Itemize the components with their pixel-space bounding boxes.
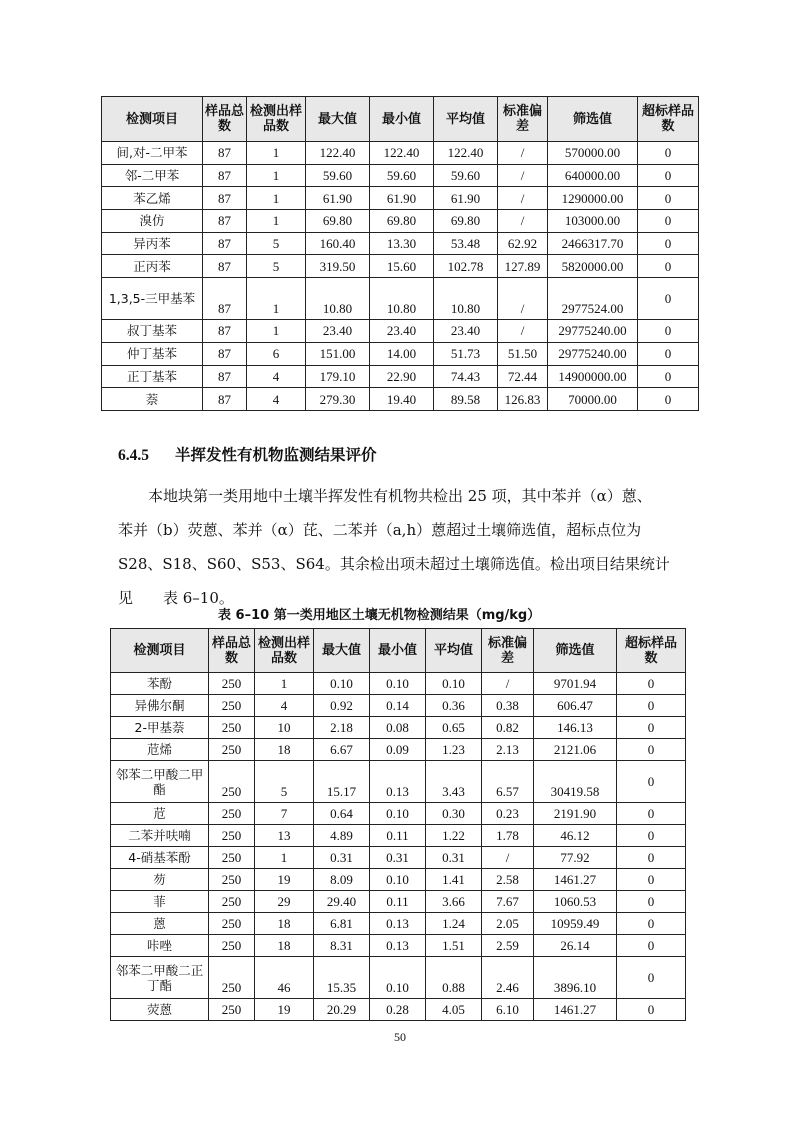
value-cell: 2.05	[482, 913, 534, 935]
value-cell: 0	[617, 717, 686, 739]
value-cell: 0.65	[426, 717, 482, 739]
value-cell: 13.30	[370, 232, 434, 255]
value-cell: 14900000.00	[548, 365, 638, 388]
value-cell: 59.60	[370, 164, 434, 187]
value-cell: 3.66	[426, 891, 482, 913]
value-cell: 2.59	[482, 935, 534, 957]
table-row	[111, 695, 686, 717]
value-cell: 0	[617, 803, 686, 825]
value-cell: 0.14	[370, 695, 426, 717]
value-cell: /	[498, 187, 548, 210]
value-cell: 0.28	[370, 999, 426, 1021]
value-cell: 0.38	[482, 695, 534, 717]
header-exceed: 超标样品数	[617, 629, 686, 673]
value-cell: 179.10	[306, 365, 370, 388]
header-max: 最大值	[314, 629, 370, 673]
value-cell: 0	[617, 891, 686, 913]
paragraph-line: 本地块第一类用地中土壤半挥发性有机物共检出 25 项，其中苯并（α）蒽、	[148, 487, 652, 505]
value-cell: 10.80	[434, 278, 498, 320]
value-cell: 1	[255, 673, 314, 695]
table-row	[111, 869, 686, 891]
page-number: 50	[394, 1030, 406, 1044]
value-cell: 606.47	[534, 695, 617, 717]
header-exceed: 超标样品数	[638, 97, 699, 142]
value-cell: 0.36	[426, 695, 482, 717]
value-cell: 0	[638, 164, 699, 187]
value-cell: 53.48	[434, 232, 498, 255]
value-cell: 61.90	[434, 187, 498, 210]
value-cell: 19	[255, 869, 314, 891]
header-detected: 检测出样品数	[247, 97, 306, 142]
value-cell: 5	[255, 761, 314, 803]
header-total: 样品总数	[209, 629, 255, 673]
table-row	[111, 803, 686, 825]
value-cell: 0	[617, 957, 686, 999]
value-cell: 87	[203, 232, 247, 255]
value-cell: 6.81	[314, 913, 370, 935]
value-cell: 0	[638, 255, 699, 278]
value-cell: 14.00	[370, 342, 434, 365]
value-cell: 0	[638, 342, 699, 365]
value-cell: 250	[209, 935, 255, 957]
value-cell: 0.10	[314, 673, 370, 695]
item-name-cell: 溴仿	[102, 210, 203, 233]
item-name-cell: 咔唑	[111, 935, 209, 957]
value-cell: 1	[247, 278, 306, 320]
value-cell: 2.18	[314, 717, 370, 739]
item-name-cell: 2-甲基萘	[111, 717, 209, 739]
value-cell: 29	[255, 891, 314, 913]
item-name-cell: 芴	[111, 869, 209, 891]
table-row	[111, 761, 686, 803]
value-cell: /	[482, 847, 534, 869]
value-cell: 0.11	[370, 891, 426, 913]
table-row	[102, 342, 699, 365]
value-cell: 22.90	[370, 365, 434, 388]
value-cell: 0	[617, 869, 686, 891]
table-row	[102, 255, 699, 278]
table-row	[111, 847, 686, 869]
value-cell: 15.60	[370, 255, 434, 278]
item-name-cell: 萘	[102, 388, 203, 411]
item-name-cell: 苯酚	[111, 673, 209, 695]
table-caption: 表 6–10 第一类用地区土壤无机物检测结果（mg/kg）	[218, 608, 541, 623]
section-heading	[118, 443, 377, 465]
value-cell: 5	[247, 232, 306, 255]
header-stddev: 标准偏差	[498, 97, 548, 142]
value-cell: 51.73	[434, 342, 498, 365]
value-cell: 1461.27	[534, 869, 617, 891]
value-cell: 5	[247, 255, 306, 278]
value-cell: 70000.00	[548, 388, 638, 411]
paragraph-line: 苯并（b）荧蒽、苯并（α）芘、二苯并（a,h）蒽超过土壤筛选值，超标点位为	[118, 521, 642, 539]
table-row	[102, 365, 699, 388]
value-cell: 59.60	[434, 164, 498, 187]
value-cell: 0	[617, 673, 686, 695]
item-name-cell: 异丙苯	[102, 232, 203, 255]
value-cell: 2121.06	[534, 739, 617, 761]
table-row	[111, 935, 686, 957]
table-row	[102, 142, 699, 165]
value-cell: 1	[247, 142, 306, 165]
value-cell: 0	[617, 695, 686, 717]
value-cell: 46	[255, 957, 314, 999]
value-cell: 1290000.00	[548, 187, 638, 210]
value-cell: 61.90	[370, 187, 434, 210]
value-cell: 279.30	[306, 388, 370, 411]
value-cell: 1	[247, 320, 306, 343]
item-name-cell: 荧蒽	[111, 999, 209, 1021]
value-cell: 69.80	[370, 210, 434, 233]
value-cell: 250	[209, 739, 255, 761]
header-screening: 筛选值	[534, 629, 617, 673]
value-cell: /	[498, 320, 548, 343]
value-cell: 2.13	[482, 739, 534, 761]
value-cell: 18	[255, 913, 314, 935]
value-cell: 87	[203, 365, 247, 388]
value-cell: 1	[247, 187, 306, 210]
value-cell: 10959.49	[534, 913, 617, 935]
header-detected: 检测出样品数	[255, 629, 314, 673]
value-cell: 18	[255, 935, 314, 957]
section-title: 半挥发性有机物监测结果评价	[175, 446, 377, 464]
value-cell: 3896.10	[534, 957, 617, 999]
value-cell: 102.78	[434, 255, 498, 278]
value-cell: 0.30	[426, 803, 482, 825]
value-cell: 1.51	[426, 935, 482, 957]
paragraph-line: S28、S18、S60、S53、S64。其余检出项未超过土壤筛选值。检出项目结果统计	[118, 555, 670, 573]
value-cell: 126.83	[498, 388, 548, 411]
value-cell: 640000.00	[548, 164, 638, 187]
value-cell: 87	[203, 187, 247, 210]
value-cell: 0.11	[370, 825, 426, 847]
value-cell: 0.64	[314, 803, 370, 825]
value-cell: 1.23	[426, 739, 482, 761]
item-name-cell: 1,3,5-三甲基苯	[102, 278, 203, 320]
value-cell: 250	[209, 891, 255, 913]
value-cell: 250	[209, 717, 255, 739]
value-cell: 0.31	[426, 847, 482, 869]
value-cell: 4	[247, 388, 306, 411]
value-cell: 2.58	[482, 869, 534, 891]
value-cell: 74.43	[434, 365, 498, 388]
value-cell: 87	[203, 142, 247, 165]
value-cell: 0.10	[370, 803, 426, 825]
value-cell: 8.31	[314, 935, 370, 957]
value-cell: 62.92	[498, 232, 548, 255]
value-cell: 5820000.00	[548, 255, 638, 278]
value-cell: 1	[247, 164, 306, 187]
header-stddev: 标准偏差	[482, 629, 534, 673]
table-row	[111, 891, 686, 913]
value-cell: 0.13	[370, 913, 426, 935]
table-row	[102, 388, 699, 411]
header-item: 检测项目	[102, 97, 203, 142]
item-name-cell: 4-硝基苯酚	[111, 847, 209, 869]
value-cell: 7	[255, 803, 314, 825]
value-cell: 0.31	[314, 847, 370, 869]
table-row	[111, 957, 686, 999]
value-cell: 0.10	[426, 673, 482, 695]
header-mean: 平均值	[426, 629, 482, 673]
value-cell: 0.82	[482, 717, 534, 739]
value-cell: 122.40	[434, 142, 498, 165]
value-cell: 29.40	[314, 891, 370, 913]
header-min: 最小值	[370, 97, 434, 142]
value-cell: 0	[617, 825, 686, 847]
value-cell: 87	[203, 278, 247, 320]
value-cell: 2977524.00	[548, 278, 638, 320]
item-name-cell: 苯乙烯	[102, 187, 203, 210]
value-cell: 23.40	[306, 320, 370, 343]
value-cell: 0	[617, 999, 686, 1021]
value-cell: 250	[209, 825, 255, 847]
value-cell: 250	[209, 761, 255, 803]
value-cell: 0.10	[370, 673, 426, 695]
value-cell: 2191.90	[534, 803, 617, 825]
value-cell: 0	[617, 761, 686, 803]
value-cell: 30419.58	[534, 761, 617, 803]
value-cell: 250	[209, 803, 255, 825]
value-cell: 250	[209, 673, 255, 695]
table-row	[111, 913, 686, 935]
value-cell: 1060.53	[534, 891, 617, 913]
value-cell: 13	[255, 825, 314, 847]
value-cell: 8.09	[314, 869, 370, 891]
value-cell: 0.92	[314, 695, 370, 717]
table-row	[102, 164, 699, 187]
value-cell: 87	[203, 320, 247, 343]
header-min: 最小值	[370, 629, 426, 673]
value-cell: 0	[617, 739, 686, 761]
value-cell: 0	[638, 320, 699, 343]
value-cell: 319.50	[306, 255, 370, 278]
value-cell: 51.50	[498, 342, 548, 365]
value-cell: /	[498, 164, 548, 187]
value-cell: 87	[203, 255, 247, 278]
item-name-cell: 间,对-二甲苯	[102, 142, 203, 165]
value-cell: 87	[203, 210, 247, 233]
table-row	[111, 739, 686, 761]
value-cell: 87	[203, 388, 247, 411]
value-cell: 0.08	[370, 717, 426, 739]
value-cell: 0.88	[426, 957, 482, 999]
value-cell: 0.13	[370, 761, 426, 803]
value-cell: 69.80	[306, 210, 370, 233]
value-cell: 0	[638, 232, 699, 255]
item-name-cell: 仲丁基苯	[102, 342, 203, 365]
item-name-cell: 菲	[111, 891, 209, 913]
table-row	[111, 717, 686, 739]
section-number: 6.4.5	[118, 447, 149, 464]
value-cell: 0	[617, 913, 686, 935]
value-cell: 59.60	[306, 164, 370, 187]
value-cell: 0.23	[482, 803, 534, 825]
value-cell: 250	[209, 999, 255, 1021]
value-cell: 0	[638, 210, 699, 233]
value-cell: 6	[247, 342, 306, 365]
value-cell: 0	[617, 935, 686, 957]
table-row	[102, 232, 699, 255]
header-max: 最大值	[306, 97, 370, 142]
value-cell: 250	[209, 695, 255, 717]
item-name-cell: 正丁基苯	[102, 365, 203, 388]
semivolatile-organics-table	[110, 628, 686, 1021]
value-cell: 103000.00	[548, 210, 638, 233]
value-cell: 250	[209, 913, 255, 935]
item-name-cell: 叔丁基苯	[102, 320, 203, 343]
value-cell: 10.80	[306, 278, 370, 320]
value-cell: 0	[617, 847, 686, 869]
table-row	[102, 210, 699, 233]
value-cell: 1.41	[426, 869, 482, 891]
volatile-organics-table	[101, 96, 699, 411]
header-item: 检测项目	[111, 629, 209, 673]
value-cell: 0	[638, 388, 699, 411]
header-screening: 筛选值	[548, 97, 638, 142]
item-name-cell: 邻苯二甲酸二甲酯	[111, 761, 209, 803]
item-name-cell: 苊	[111, 803, 209, 825]
value-cell: 0	[638, 278, 699, 320]
table-header-row	[102, 97, 699, 142]
value-cell: 0.10	[370, 869, 426, 891]
value-cell: 6.10	[482, 999, 534, 1021]
value-cell: 20.29	[314, 999, 370, 1021]
value-cell: 1.24	[426, 913, 482, 935]
value-cell: 29775240.00	[548, 342, 638, 365]
value-cell: 87	[203, 164, 247, 187]
value-cell: 4.05	[426, 999, 482, 1021]
value-cell: 0.09	[370, 739, 426, 761]
value-cell: 0	[638, 365, 699, 388]
item-name-cell: 二苯并呋喃	[111, 825, 209, 847]
value-cell: 9701.94	[534, 673, 617, 695]
value-cell: 69.80	[434, 210, 498, 233]
value-cell: 2.46	[482, 957, 534, 999]
value-cell: 151.00	[306, 342, 370, 365]
item-name-cell: 蒽	[111, 913, 209, 935]
value-cell: 4.89	[314, 825, 370, 847]
table-row	[111, 673, 686, 695]
value-cell: 23.40	[370, 320, 434, 343]
value-cell: 1	[247, 210, 306, 233]
value-cell: 15.17	[314, 761, 370, 803]
paragraph-line: 见 表 6–10。	[118, 589, 234, 607]
value-cell: 570000.00	[548, 142, 638, 165]
value-cell: 122.40	[306, 142, 370, 165]
value-cell: 6.57	[482, 761, 534, 803]
value-cell: 250	[209, 847, 255, 869]
value-cell: 146.13	[534, 717, 617, 739]
value-cell: 23.40	[434, 320, 498, 343]
value-cell: 0.10	[370, 957, 426, 999]
value-cell: 1461.27	[534, 999, 617, 1021]
value-cell: /	[498, 210, 548, 233]
section-paragraph	[118, 479, 698, 615]
header-mean: 平均值	[434, 97, 498, 142]
value-cell: 19	[255, 999, 314, 1021]
value-cell: 46.12	[534, 825, 617, 847]
table-row	[111, 825, 686, 847]
value-cell: 72.44	[498, 365, 548, 388]
table-row	[111, 999, 686, 1021]
value-cell: 6.67	[314, 739, 370, 761]
value-cell: 122.40	[370, 142, 434, 165]
value-cell: 0	[638, 142, 699, 165]
value-cell: 10.80	[370, 278, 434, 320]
value-cell: 77.92	[534, 847, 617, 869]
value-cell: 1	[255, 847, 314, 869]
table-row	[102, 278, 699, 320]
value-cell: 7.67	[482, 891, 534, 913]
table-row	[102, 187, 699, 210]
item-name-cell: 邻-二甲苯	[102, 164, 203, 187]
value-cell: 160.40	[306, 232, 370, 255]
value-cell: 4	[255, 695, 314, 717]
value-cell: 1.22	[426, 825, 482, 847]
value-cell: 250	[209, 957, 255, 999]
header-total: 样品总数	[203, 97, 247, 142]
value-cell: 10	[255, 717, 314, 739]
item-name-cell: 苊烯	[111, 739, 209, 761]
value-cell: 19.40	[370, 388, 434, 411]
value-cell: 15.35	[314, 957, 370, 999]
value-cell: 3.43	[426, 761, 482, 803]
value-cell: 0	[638, 187, 699, 210]
value-cell: 4	[247, 365, 306, 388]
item-name-cell: 邻苯二甲酸二正丁酯	[111, 957, 209, 999]
value-cell: 2466317.70	[548, 232, 638, 255]
value-cell: 61.90	[306, 187, 370, 210]
value-cell: /	[482, 673, 534, 695]
value-cell: /	[498, 142, 548, 165]
item-name-cell: 正丙苯	[102, 255, 203, 278]
value-cell: 89.58	[434, 388, 498, 411]
value-cell: 127.89	[498, 255, 548, 278]
value-cell: 26.14	[534, 935, 617, 957]
value-cell: 0.31	[370, 847, 426, 869]
value-cell: 87	[203, 342, 247, 365]
value-cell: 0.13	[370, 935, 426, 957]
value-cell: 29775240.00	[548, 320, 638, 343]
value-cell: /	[498, 278, 548, 320]
value-cell: 18	[255, 739, 314, 761]
item-name-cell: 异佛尔酮	[111, 695, 209, 717]
table-header-row	[111, 629, 686, 673]
table-row	[102, 320, 699, 343]
value-cell: 250	[209, 869, 255, 891]
value-cell: 1.78	[482, 825, 534, 847]
